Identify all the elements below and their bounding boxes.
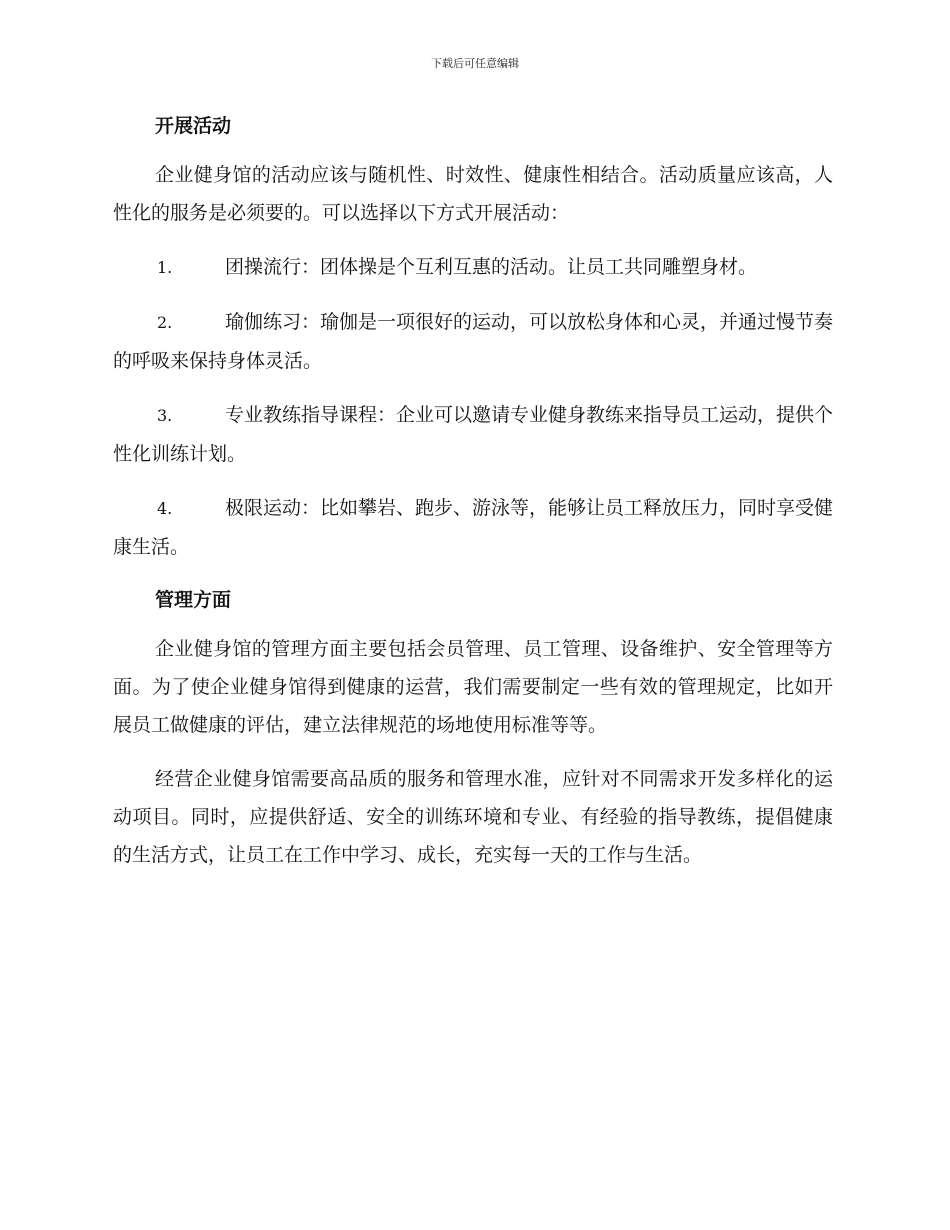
list-item-number: 2. — [157, 313, 173, 332]
list-item-number: 1. — [157, 258, 173, 277]
list-item — [113, 248, 833, 287]
list-item-number: 4. — [157, 499, 173, 518]
list-item — [113, 396, 833, 473]
management-paragraph: 企业健身馆的管理方面主要包括会员管理、员工管理、设备维护、安全管理等方面。为了使企业健身馆得到健康的运营，我们需要制定一些有效的管理规定，比如开展员工做健康的评估，建立法律规范的场地使用标准等等。 — [113, 638, 833, 736]
section-heading-management: 管理方面 — [155, 589, 232, 611]
section-heading-activities: 开展活动 — [155, 115, 232, 137]
list-item — [113, 489, 833, 566]
list-item-text: 极限运动：比如攀岩、跑步、游泳等，能够让员工释放压力，同时享受健康生活。 — [113, 497, 834, 558]
header-note: 下载后可任意编辑 — [431, 57, 519, 70]
document-body — [113, 108, 833, 890]
list-item — [113, 303, 833, 380]
list-item-number: 3. — [157, 406, 173, 425]
activities-intro-paragraph: 企业健身馆的活动应该与随机性、时效性、健康性相结合。活动质量应该高，人性化的服务是必须要的。可以选择以下方式开展活动： — [113, 164, 833, 224]
summary-paragraph: 经营企业健身馆需要高品质的服务和管理水准，应针对不同需求开发多样化的运动项目。同时，应提供舒适、安全的训练环境和专业、有经验的指导教练，提倡健康的生活方式，让员工在工作中学习、成长，充实每一天的工作与生活。 — [113, 768, 833, 866]
list-item-text: 瑜伽练习：瑜伽是一项很好的运动，可以放松身体和心灵，并通过慢节奏的呼吸来保持身体灵活。 — [113, 311, 834, 372]
list-item-text: 专业教练指导课程：企业可以邀请专业健身教练来指导员工运动，提供个性化训练计划。 — [113, 404, 834, 465]
list-item-text: 团操流行：团体操是个互利互惠的活动。让员工共同雕塑身材。 — [225, 256, 758, 278]
